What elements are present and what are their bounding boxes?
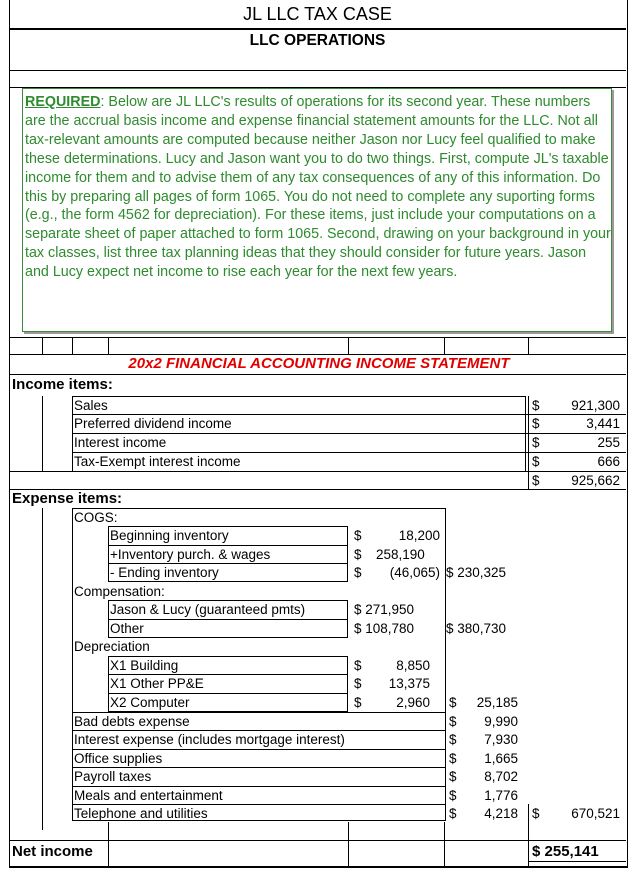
inventory-purchases-label: +Inventory purch. & wages: [110, 547, 271, 562]
currency-symbol: $: [449, 732, 457, 747]
bad-debts-label: Bad debts expense: [74, 714, 190, 729]
currency-symbol: $: [354, 695, 362, 710]
office-supplies-label: Office supplies: [74, 751, 163, 766]
currency-symbol: $: [449, 695, 457, 710]
grid-line: [72, 337, 73, 354]
building-value: 8,850: [396, 658, 430, 673]
preferred-dividend-label: Preferred dividend income: [74, 416, 232, 431]
double-underline: [528, 861, 626, 862]
expense-heading: Expense items:: [12, 490, 123, 507]
grid-line: [108, 619, 348, 620]
guaranteed-payments-label: Jason & Lucy (guaranteed pmts): [110, 602, 306, 617]
grid-line: [42, 337, 43, 354]
other-ppe-label: X1 Other PP&E: [110, 676, 204, 691]
grid-line: [444, 822, 445, 866]
other-compensation-label: Other: [110, 621, 144, 636]
grid-line: [42, 508, 43, 830]
grid-line: [348, 337, 349, 354]
compensation-label: Compensation:: [74, 584, 165, 599]
grid-line: [528, 337, 529, 354]
grid-line: [42, 396, 43, 472]
currency-symbol: $: [354, 565, 362, 580]
interest-income-value: 255: [597, 435, 620, 450]
beginning-inventory-label: Beginning inventory: [110, 528, 229, 543]
other-compensation-value: $ 108,780: [354, 621, 415, 636]
sales-value: 921,300: [571, 398, 620, 413]
other-ppe-value: 13,375: [388, 676, 430, 691]
interest-expense-label: Interest expense (includes mortgage interest): [74, 732, 345, 747]
grid-line: [444, 337, 445, 354]
payroll-taxes-value: 8,702: [484, 769, 518, 784]
meals-value: 1,776: [484, 788, 518, 803]
interest-expense-value: 7,930: [484, 732, 518, 747]
tax-exempt-label: Tax-Exempt interest income: [74, 454, 241, 469]
ending-inventory-label: - Ending inventory: [110, 565, 219, 580]
tax-exempt-value: 666: [597, 454, 620, 469]
depreciation-label: Depreciation: [74, 639, 150, 654]
office-supplies-value: 1,665: [484, 751, 518, 766]
cogs-label: COGS:: [74, 510, 118, 525]
header-bottom-rule: [9, 70, 626, 71]
currency-symbol: $: [532, 806, 540, 821]
income-heading: Income items:: [12, 376, 113, 393]
inventory-purchases-value: 258,190: [376, 547, 425, 562]
building-label: X1 Building: [110, 658, 179, 673]
grid-line: [9, 337, 626, 338]
required-instructions: [22, 88, 612, 332]
sales-label: Sales: [74, 398, 108, 413]
grid-line: [108, 822, 109, 866]
telephone-label: Telephone and utilities: [74, 806, 208, 821]
currency-symbol: $: [354, 528, 362, 543]
currency-symbol: $: [532, 473, 540, 488]
income-total-value: 925,662: [571, 473, 620, 488]
currency-symbol: $: [532, 454, 540, 469]
guaranteed-payments-value: $ 271,950: [354, 602, 415, 617]
grid-line: [528, 396, 529, 490]
currency-symbol: $: [532, 416, 540, 431]
meals-label: Meals and entertainment: [74, 788, 223, 803]
currency-symbol: $: [354, 658, 362, 673]
preferred-dividend-value: 3,441: [586, 416, 620, 431]
grid-line: [9, 374, 626, 375]
net-income-label: Net income: [12, 843, 93, 860]
payroll-taxes-label: Payroll taxes: [74, 769, 152, 784]
grid-line: [348, 822, 349, 866]
cogs-total-value: $ 230,325: [446, 565, 507, 580]
currency-symbol: $: [449, 788, 457, 803]
ending-inventory-value: (46,065): [389, 565, 440, 580]
interest-income-label: Interest income: [74, 435, 167, 450]
grid-line: [9, 840, 626, 841]
depreciation-total-value: 25,185: [476, 695, 518, 710]
case-subtitle: LLC OPERATIONS: [249, 32, 386, 49]
currency-symbol: $: [449, 714, 457, 729]
grid-line: [108, 337, 109, 354]
net-income-value: $ 255,141: [532, 843, 599, 860]
bad-debts-value: 9,990: [484, 714, 518, 729]
expense-total-value: 670,521: [571, 806, 620, 821]
currency-symbol: $: [449, 751, 457, 766]
computer-value: 2,960: [396, 695, 430, 710]
beginning-inventory-value: 18,200: [398, 528, 440, 543]
grid-line: [528, 804, 529, 866]
currency-symbol: $: [354, 676, 362, 691]
currency-symbol: $: [449, 769, 457, 784]
computer-label: X2 Computer: [110, 695, 190, 710]
telephone-value: 4,218: [484, 806, 518, 821]
compensation-total-value: $ 380,730: [446, 621, 507, 636]
statement-title: 20x2 FINANCIAL ACCOUNTING INCOME STATEMENT: [128, 355, 510, 372]
case-title: JL LLC TAX CASE: [243, 4, 392, 24]
currency-symbol: $: [354, 547, 362, 562]
header-divider: [9, 28, 626, 30]
currency-symbol: $: [532, 435, 540, 450]
required-text: : Below are JL LLC's results of operations for its second year. These numbers are the accrual basis income and expense financial statement amounts for the LLC. Not all tax-relevant amounts are computed because neither Jason nor Lucy feel qualified to make these determinations. Lucy and Jason want you to do two things. First, compute JL's taxable income for them and to advise them of any tax consequences of any of this information. Do this by preparing all pages of form 1065. You do not need to complete any suporting forms (e.g., the form 4562 for depreciation). For these items, just include your computations on a separate sheet of paper attached to form 1065. Second, drawing on your background in your tax classes, list three tax planning ideas that they should consider for future years. Jason and Lucy expect net income to rise each year for the next few years.: [25, 94, 611, 281]
currency-symbol: $: [449, 806, 457, 821]
required-heading: REQUIRED: [25, 94, 101, 110]
currency-symbol: $: [532, 398, 540, 413]
